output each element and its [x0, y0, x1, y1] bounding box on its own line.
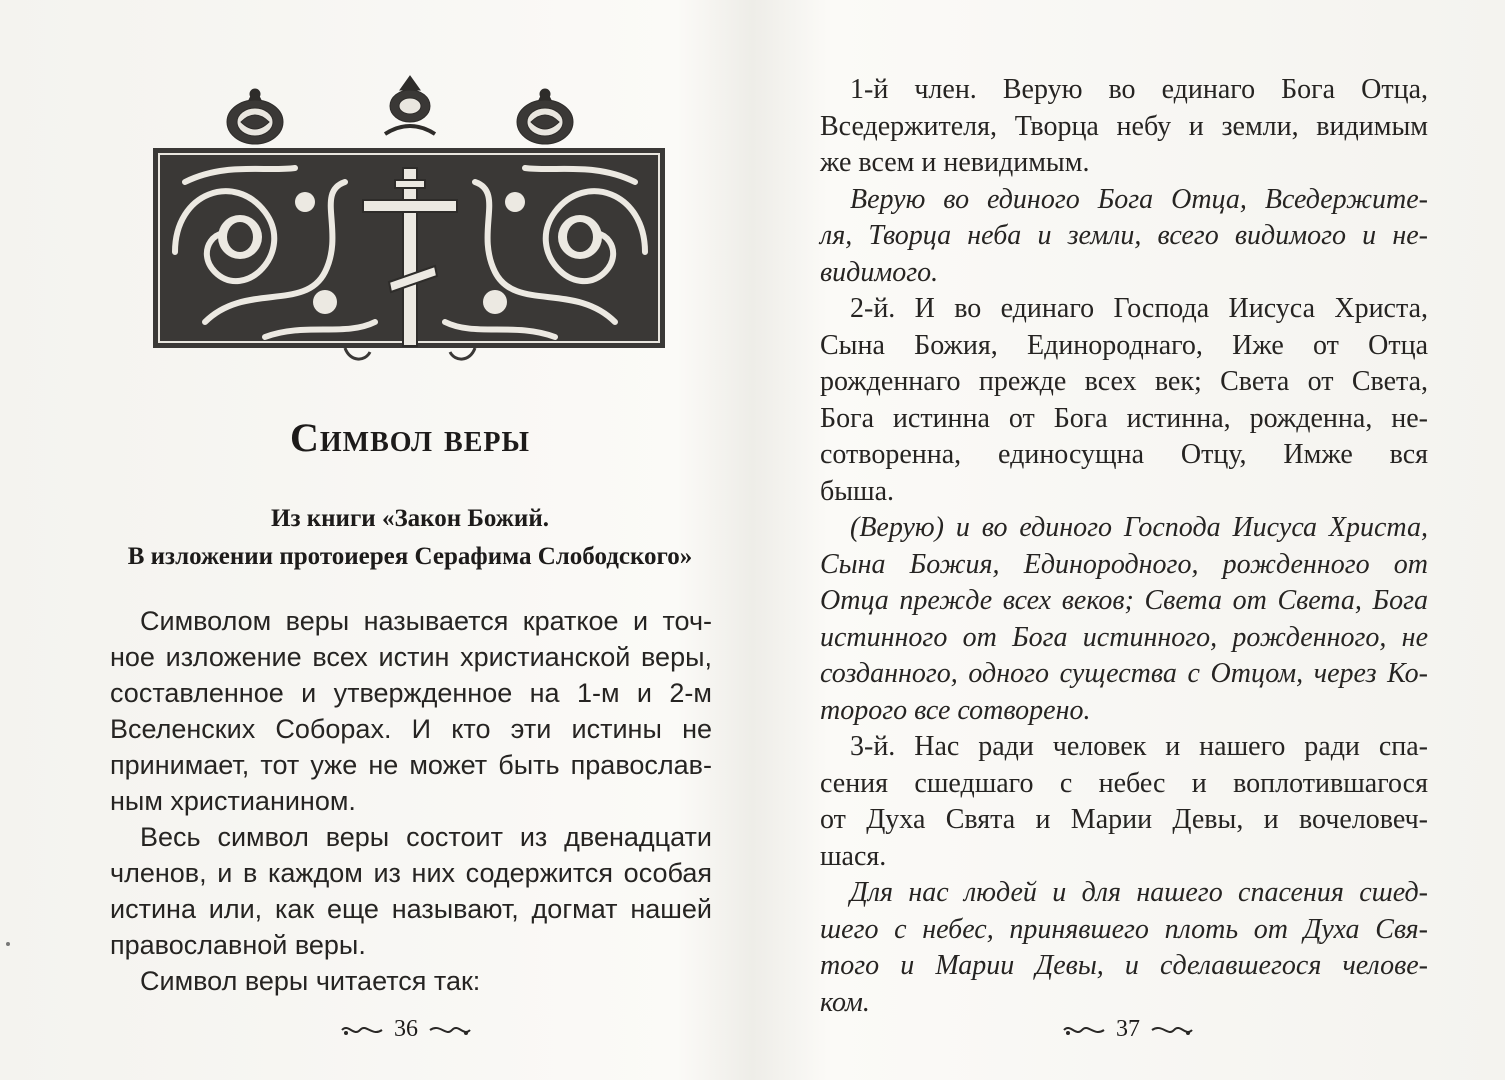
text-line: торого все сотворено.: [820, 694, 1091, 726]
page-number: 36: [394, 1016, 418, 1042]
text-line: истина или, как еще называют, догмат нашей: [110, 894, 712, 924]
text-line: 1-й член. Верую во единаго Бога Отца,: [850, 74, 1428, 105]
edge-dot: [6, 942, 10, 946]
text-line: (Верую) и во единого Господа Иисуса Христа,: [850, 512, 1428, 543]
left-page: [0, 0, 752, 1080]
text-line: Вседержителя, Творца небу и земли, видимым: [820, 110, 1428, 142]
page-number: 37: [1116, 1016, 1140, 1042]
text-line: 2-й. И во единаго Господа Иисуса Христа,: [850, 293, 1428, 324]
text-line: быша.: [820, 475, 895, 507]
creed-member-1: [820, 72, 1428, 182]
text-line: Вселенских Соборах. И кто эти истины не: [110, 714, 712, 744]
flourish-icon: [428, 1021, 472, 1039]
text-line: Отца прежде всех веков; Света от Света, Бога: [820, 585, 1428, 616]
flourish-icon: [1150, 1021, 1194, 1039]
text-line: Весь символ веры состоит из двенадцати: [140, 822, 712, 852]
text-line: шего с небес, принявшего плоть от Духа Свя-: [820, 913, 1428, 945]
text-line: Символом веры называется краткое и точ-: [140, 606, 712, 636]
text-line: членов, и в каждом из них содержится особая: [110, 858, 712, 888]
text-line: же всем и невидимым.: [820, 147, 1090, 178]
flourish-icon: [340, 1021, 384, 1039]
text-line: Сына Божия, Единородного, рожденного от: [820, 548, 1428, 580]
page-number-left: [340, 1016, 472, 1043]
subtitle: [100, 500, 720, 576]
text-line: Сына Божия, Единороднаго, Иже от Отца: [820, 329, 1428, 361]
text-line: Верую во единого Бога Отца, Вседержите-: [850, 183, 1428, 215]
text-line: рожденнаго прежде всех век; Света от Света,: [820, 366, 1428, 397]
flourish-icon: [1062, 1021, 1106, 1039]
text-line: шася.: [820, 840, 887, 872]
cross-ornament-icon: [145, 72, 675, 362]
right-body-text: [820, 72, 1428, 1021]
text-line: 3-й. Нас ради человек и нашего ради спа-: [850, 731, 1428, 762]
text-line: ным христианином.: [110, 786, 356, 816]
left-body-text: [110, 603, 712, 999]
text-line: ком.: [820, 986, 870, 1018]
text-line: ля, Творца неба и земли, всего видимого и не-: [820, 220, 1428, 251]
right-page: [752, 0, 1505, 1080]
text-line: принимает, тот уже не может быть православ-: [110, 750, 712, 780]
text-line: видимого.: [820, 256, 939, 288]
text-line: ное изложение всех истин христианской веры,: [110, 642, 712, 672]
creed-member-2: [820, 291, 1428, 510]
paragraph-definition: [110, 603, 712, 819]
text-line: Для нас людей и для нашего спасения сшед-: [850, 877, 1428, 908]
text-line: православной веры.: [110, 930, 366, 960]
text-line: Символ веры читается так:: [140, 966, 481, 996]
text-line: Бога истинна от Бога истинна, рожденна, не-: [820, 402, 1428, 434]
paragraph-members: [110, 819, 712, 963]
subtitle-line: В изложении протоиерея Серафима Слободского»: [127, 543, 693, 570]
creed-member-2-translation: [820, 510, 1428, 729]
text-line: сения сшедшаго с небес и воплотившагося: [820, 767, 1428, 799]
page-title: Символ веры: [290, 415, 530, 460]
page-number-right: [1062, 1016, 1194, 1043]
text-line: созданного, одного существа с Отцом, через Ко-: [820, 658, 1428, 689]
paragraph-reading: [110, 963, 712, 999]
text-line: того и Марии Девы, и сделавшегося челове-: [820, 950, 1428, 981]
text-line: составленное и утвержденное на 1-м и 2-м: [110, 678, 712, 708]
creed-member-3: [820, 729, 1428, 875]
creed-member-3-translation: [820, 875, 1428, 1021]
subtitle-line: Из книги «Закон Божий.: [271, 505, 549, 532]
text-line: от Духа Свята и Марии Девы, и вочеловеч-: [820, 804, 1428, 835]
creed-member-1-translation: [820, 182, 1428, 292]
text-line: истинного от Бога истинного, рожденного, не: [820, 621, 1428, 653]
text-line: сотворенна, единосущна Отцу, Имже вся: [820, 439, 1428, 470]
